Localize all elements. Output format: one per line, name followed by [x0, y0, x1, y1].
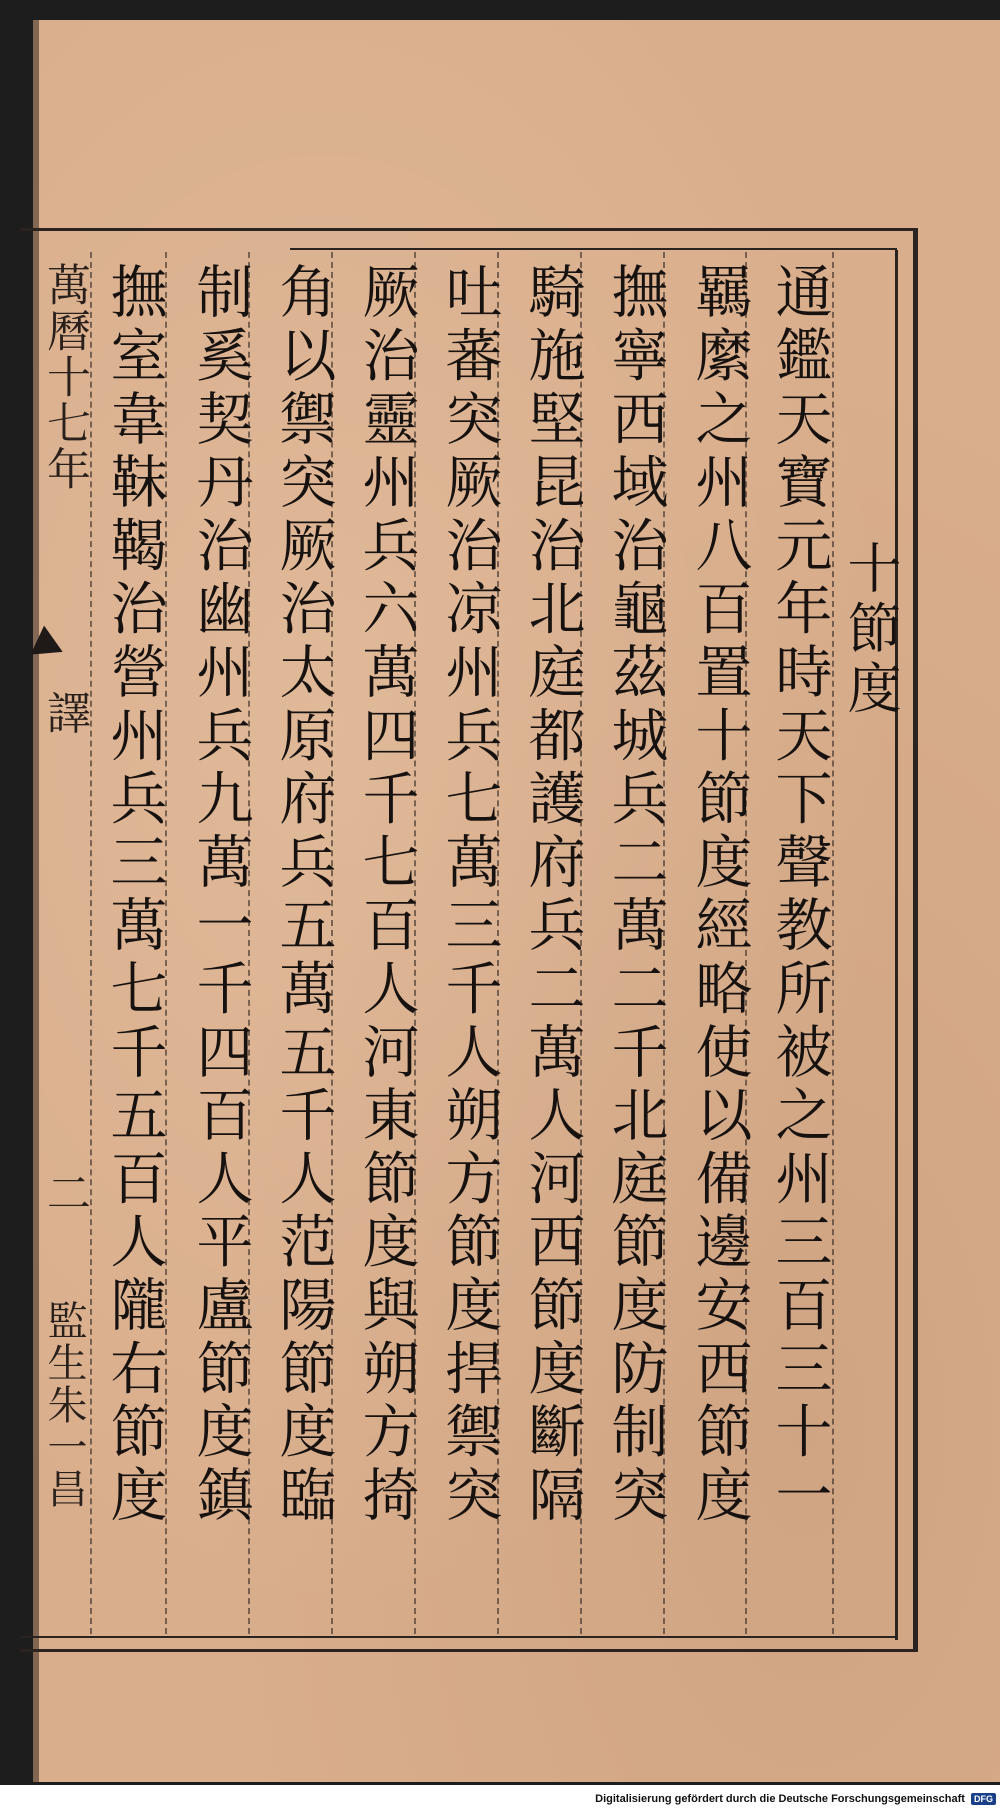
section-heading: 十節度 [839, 540, 902, 720]
column-rule [832, 252, 834, 1634]
section-label: 譯 [39, 690, 90, 736]
text-column-3: 撫寧西域治龜茲城兵二萬二千北庭節度防制突 [602, 262, 668, 1528]
edition-year: 萬曆十七年 [39, 262, 90, 492]
frame-inner-right-rule [895, 250, 898, 1640]
text-column-7: 角以禦突厥治太原府兵五萬五千人范陽節度臨 [270, 262, 336, 1528]
text-column-8: 制奚契丹治幽州兵九萬一千四百人平盧節度鎮 [187, 262, 253, 1528]
text-column-6: 厥治靈州兵六萬四千七百人河東節度與朔方掎 [353, 262, 419, 1528]
column-rule [90, 252, 92, 1634]
text-column-9: 撫室韋靺鞨治營州兵三萬七千五百人隴右節度 [101, 262, 167, 1528]
text-column-2: 羈縻之州八百置十節度經略使以備邊安西節度 [686, 262, 752, 1528]
carver-credit: 監生朱一昌 [41, 1300, 87, 1510]
dfg-logo: DFG [971, 1793, 996, 1805]
text-column-1: 通鑑天寶元年時天下聲教所被之州三百三十一 [766, 262, 832, 1528]
text-column-4: 騎施堅昆治北庭都護府兵二萬人河西節度斷隔 [519, 262, 585, 1528]
frame-top-rule [290, 248, 897, 250]
digitization-credit [595, 1793, 996, 1805]
frame-bottom-rule [20, 1636, 897, 1638]
page-number: 二 [39, 1170, 90, 1216]
footer-text: Digitalisierung gefördert durch die Deutsche Forschungsgemeinschaft [595, 1792, 965, 1805]
text-column-5: 吐蕃突厥治凉州兵七萬三千人朔方節度捍禦突 [436, 262, 502, 1528]
